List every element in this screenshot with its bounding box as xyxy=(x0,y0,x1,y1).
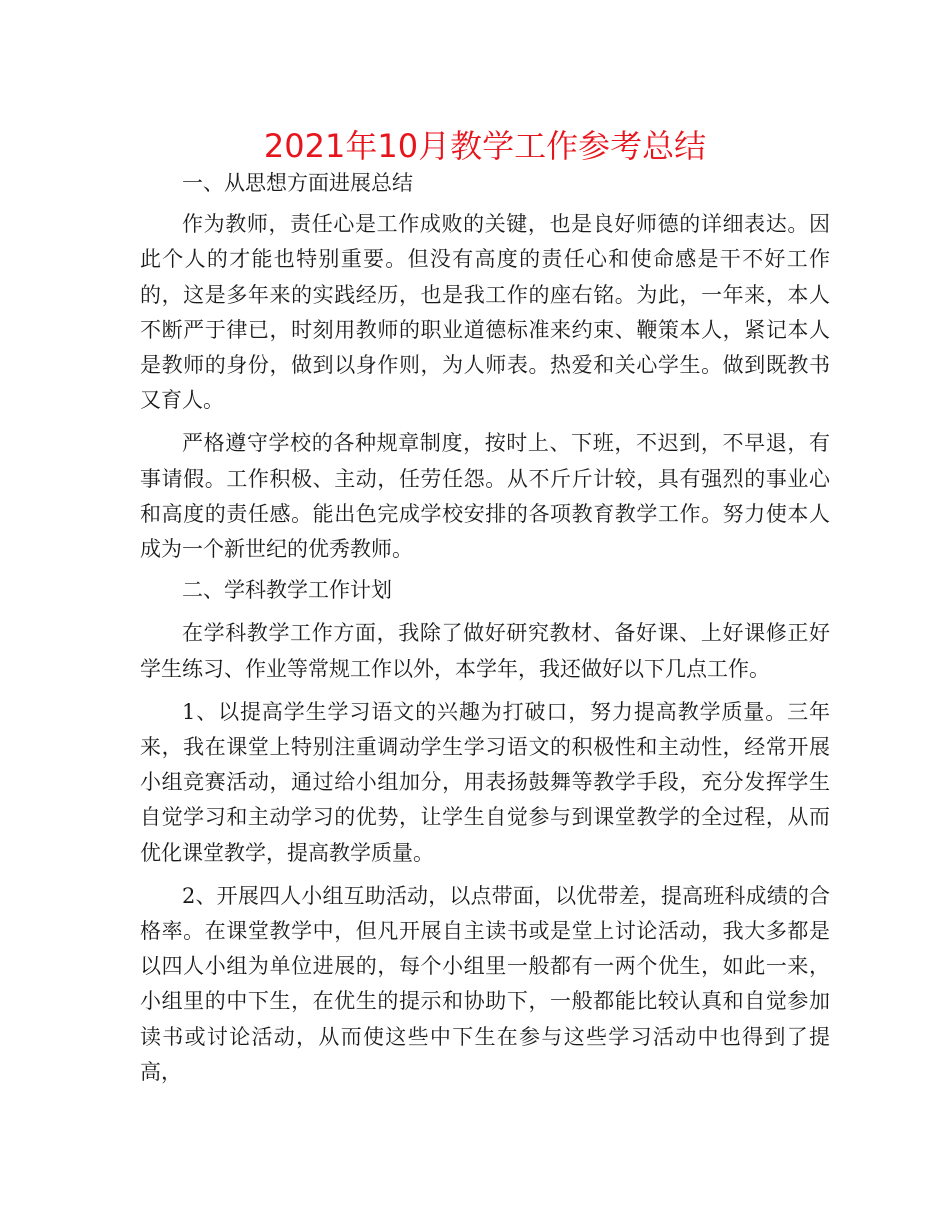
document-page xyxy=(140,118,830,1090)
document-title: 2021年10月教学工作参考总结 xyxy=(263,127,707,165)
paragraph-point-2: 2、开展四人小组互助活动，以点带面，以优带差，提高班科成绩的合格率。在课堂教学中，但凡开展自主读书或是堂上讨论活动，我大多都是以四人小组为单位进展的，每个小组里一般都有一两个优生，如此一来，小组里的中下生，在优生的提示和协助下，一般都能比较认真和自觉参加读书或讨论活动，从而使这些中下生在参与这些学习活动中也得到了提高， xyxy=(140,883,830,1084)
paragraph-discipline: 严格遵守学校的各种规章制度，按时上、下班，不迟到，不早退，有事请假。工作积极、主动，任劳任怨。从不斤斤计较，具有强烈的事业心和高度的责任感。能出色完成学校安排的各项教育教学工作。努力使本人成为一个新世纪的优秀教师。 xyxy=(140,431,830,562)
section-heading-2: 二、学科教学工作计划 xyxy=(182,578,392,603)
paragraph-teaching-overview: 在学科教学工作方面，我除了做好研究教材、备好课、上好课修正好学生练习、作业等常规工作以外，本学年，我还做好以下几点工作。 xyxy=(140,621,830,681)
paragraph-responsibility: 作为教师，责任心是工作成败的关键，也是良好师德的详细表达。因此个人的才能也特别重要。但没有高度的责任心和使命感是干不好工作的，这是多年来的实践经历，也是我工作的座右铭。为此，一年来，本人不断严于律已，时刻用教师的职业道德标准来约束、鞭策本人，紧记本人是教师的身份，做到以身作则，为人师表。热爱和关心学生。做到既教书又育人。 xyxy=(140,212,830,413)
paragraph-point-1: 1、以提高学生学习语文的兴趣为打破口，努力提高教学质量。三年来，我在课堂上特别注重调动学生学习语文的积极性和主动性，经常开展小组竞赛活动，通过给小组加分，用表扬鼓舞等教学手段，充分发挥学生自觉学习和主动学习的优势，让学生自觉参与到课堂教学的全过程，从而优化课堂教学，提高教学质量。 xyxy=(140,699,830,865)
section-heading-1: 一、从思想方面进展总结 xyxy=(182,171,413,195)
